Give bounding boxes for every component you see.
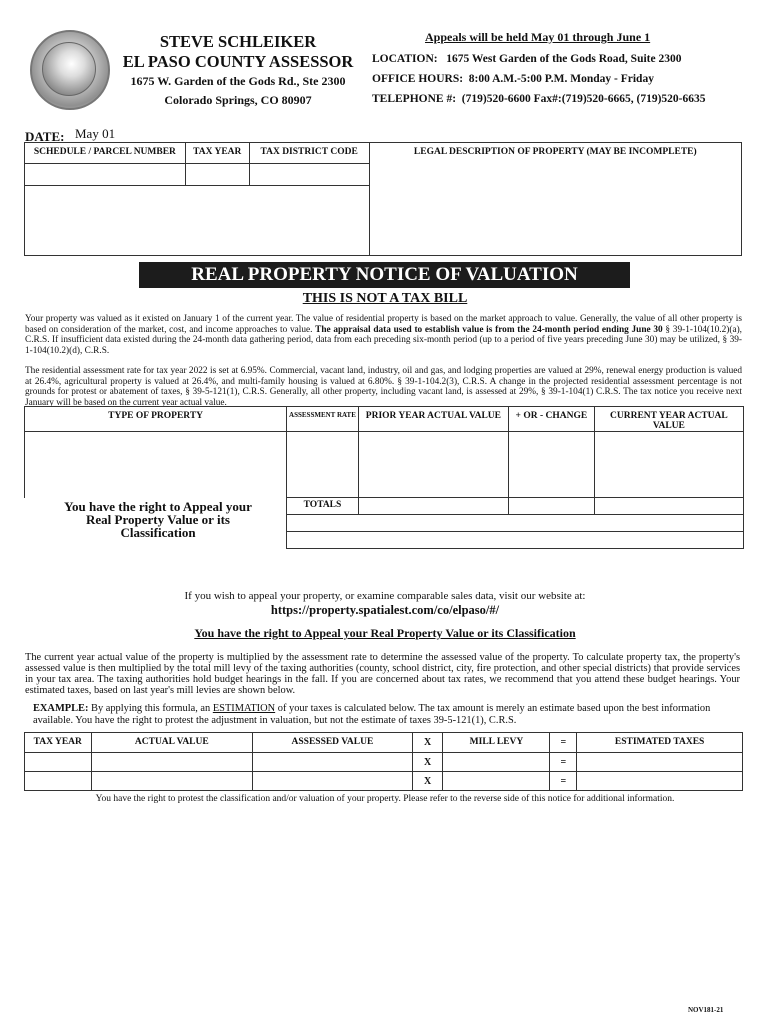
totals-label: TOTALS xyxy=(287,498,359,515)
appeals-notice: Appeals will be held May 01 through June 1 xyxy=(425,30,651,44)
office-address-line1: 1675 W. Garden of the Gods Rd., Ste 2300 xyxy=(130,74,346,88)
est-row-2-assessed xyxy=(253,772,413,791)
parcel-number-cell xyxy=(25,164,186,186)
classification-cell-2 xyxy=(287,532,744,549)
office-hours-line xyxy=(372,73,654,85)
form-code: NOV181-21 xyxy=(688,1006,724,1014)
tax-district-cell xyxy=(249,164,369,186)
est-row-2-mill xyxy=(443,772,550,791)
telephone-line xyxy=(372,93,705,105)
header-assessed-value: ASSESSED VALUE xyxy=(253,733,413,753)
telephone-label: TELEPHONE #: xyxy=(372,93,457,105)
current-value-cell xyxy=(594,432,743,498)
tax-calculation-paragraph: The current year actual value of the property is multiplied by the assessment rate to determine the assessed value of the property. To calculate property tax, the property's assessed value is then multiplied by the total mill levy of the taxing authorities (county, school district, city, fire protection, and other special districts) that provide services in your tax area. The taxing authorities hold budget hearings in the fall. If you are concerned about tax rates, we recommend that you attend these budget hearings. Your estimated taxes, based on last year's mill levies are shown below. xyxy=(25,652,740,696)
office-address-line2: Colorado Springs, CO 80907 xyxy=(164,93,312,107)
est-row-1-assessed xyxy=(253,753,413,772)
location-line xyxy=(372,53,681,65)
times-sign: X xyxy=(412,772,443,791)
not-a-tax-bill: THIS IS NOT A TAX BILL xyxy=(302,291,468,306)
appeal-heading: You have the right to Appeal your Real Property Value or its Classification xyxy=(194,626,576,640)
header-mill-levy: MILL LEVY xyxy=(443,733,550,753)
est-row-2-actual xyxy=(91,772,253,791)
header-actual-value: ACTUAL VALUE xyxy=(91,733,253,753)
header-est-tax-year: TAX YEAR xyxy=(25,733,92,753)
totals-prior-cell xyxy=(358,498,508,515)
telephone-value: (719)520-6600 Fax#:(719)520-6665, (719)520-6635 xyxy=(461,93,706,105)
hours-value: 8:00 A.M.-5:00 P.M. Monday - Friday xyxy=(468,73,654,85)
header-current-year-value: CURRENT YEAR ACTUAL VALUE xyxy=(594,407,743,432)
header-prior-year-value: PRIOR YEAR ACTUAL VALUE xyxy=(358,407,508,432)
times-sign: X xyxy=(412,733,443,753)
assessment-rate-paragraph: The residential assessment rate for tax year 2022 is set at 6.95%. Commercial, vacant land, industry, oil and gas, and lodging properties are valued at 29%, renewal energy production is valued at 26.4%, agricultural property is valued at 26.4%, and multi-family housing is valued at 6.80%. § 39-1-104.2(3), C.R.S. A change in the projected residential assessment percentage is not grounds for protest or abatement of taxes, § 39-5-121(1), C.R.S. Generally, all other property, including vacant land, is assessed at 29%, § 39-1-104(1) C.R.S. The tax notice you receive next January will be based on the current year actual value. xyxy=(25,366,742,408)
change-cell xyxy=(509,432,595,498)
header-schedule-parcel: SCHEDULE / PARCEL NUMBER xyxy=(25,143,186,164)
property-type-cell xyxy=(25,432,287,498)
est-row-1-taxes xyxy=(577,753,743,772)
totals-change-cell xyxy=(509,498,595,515)
assessment-rate-cell xyxy=(287,432,359,498)
equals-sign: = xyxy=(550,733,577,753)
date-label: DATE: xyxy=(25,129,65,144)
location-label: LOCATION: xyxy=(372,53,438,65)
example-paragraph: EXAMPLE: By applying this formula, an ESTIMATION of your taxes is calculated below. The tax amount is merely an estimate based upon the best information available. You have the right to protest the adjustment in valuation, but not the estimate of taxes 39-5-121(1), C.R.S. xyxy=(33,703,711,726)
hours-label: OFFICE HOURS: xyxy=(372,73,464,85)
valuation-paragraph: Your property was valued as it existed on January 1 of the current year. The value of residential property is based on the market approach to value. Generally, the value of all other property is based on consideration of the market, cost, and income approaches to value. The appraisal data used to establish value is from the 24-month period ending June 30 § 39-1-104(10.2)(a), C.R.S. If insufficient data existed during the 24-month data gathering period, data from each preceding six-month period (up to a period of five years preceding June 30) may be utilized, § 39-1-104(10.2)(d), C.R.S. xyxy=(25,314,742,356)
header-tax-district: TAX DISTRICT CODE xyxy=(249,143,369,164)
header-legal-description: LEGAL DESCRIPTION OF PROPERTY (MAY BE INCOMPLETE) xyxy=(369,143,741,256)
header-type-of-property: TYPE OF PROPERTY xyxy=(25,407,287,432)
tax-estimate-table xyxy=(24,732,743,791)
est-row-2-taxes xyxy=(577,772,743,791)
classification-cell xyxy=(287,515,744,532)
county-seal-logo xyxy=(30,30,110,110)
header-assessment-rate: ASSESSMENT RATE xyxy=(287,407,359,432)
tax-year-cell xyxy=(185,164,249,186)
header-tax-year: TAX YEAR xyxy=(185,143,249,164)
appeal-right-notice: You have the right to Appeal your Real Property Value or its Classification xyxy=(64,499,252,540)
location-value: 1675 West Garden of the Gods Road, Suite 2300 xyxy=(446,53,682,65)
equals-sign: = xyxy=(550,753,577,772)
assessor-name: STEVE SCHLEIKER xyxy=(159,32,317,51)
est-row-1-mill xyxy=(443,753,550,772)
parcel-table xyxy=(24,142,742,256)
date-value: May 01 xyxy=(75,126,116,141)
website-intro: If you wish to appeal your property, or examine comparable sales data, visit our website at: xyxy=(184,590,586,602)
website-link[interactable]: https://property.spatialest.com/co/elpaso/#/ xyxy=(270,603,500,617)
office-name: EL PASO COUNTY ASSESSOR xyxy=(122,52,354,71)
owner-address-cell xyxy=(25,186,370,256)
equals-sign: = xyxy=(550,772,577,791)
prior-value-cell xyxy=(358,432,508,498)
times-sign: X xyxy=(412,753,443,772)
est-row-2-year xyxy=(25,772,92,791)
footer-note: You have the right to protest the classification and/or valuation of your property. Please refer to the reverse side of this notice for additional information. xyxy=(95,794,675,804)
est-row-1-year xyxy=(25,753,92,772)
notice-title-banner: REAL PROPERTY NOTICE OF VALUATION xyxy=(139,262,630,288)
header-change: + OR - CHANGE xyxy=(509,407,595,432)
est-row-1-actual xyxy=(91,753,253,772)
header-estimated-taxes: ESTIMATED TAXES xyxy=(577,733,743,753)
totals-current-cell xyxy=(594,498,743,515)
